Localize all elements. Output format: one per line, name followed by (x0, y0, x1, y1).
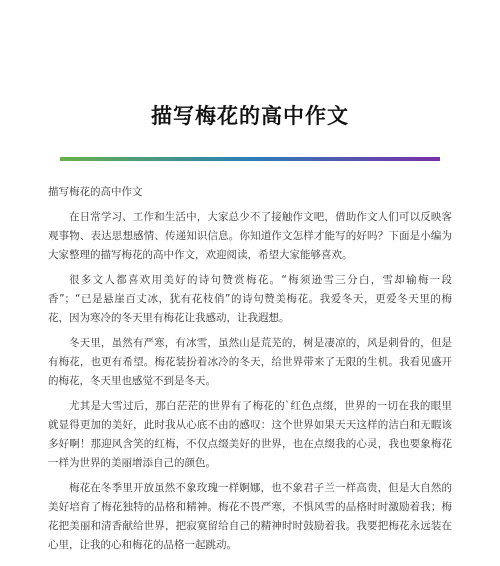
document-subtitle: 描写梅花的高中作文 (48, 186, 143, 198)
document-title: 描写梅花的高中作文 (151, 104, 349, 128)
gradient-divider (60, 157, 440, 161)
document-body (48, 183, 452, 561)
paragraph-2: 很多文人都喜欢用美好的诗句赞赏梅花。“梅须逊雪三分白，雪却输梅一段香”；“已是悬崖百丈冰，犹有花枝俏”的诗句赞美梅花。我爱冬天，更爱冬天里的梅花，因为寒冷的冬天里有梅花让我感动，让我遐想。 (48, 274, 452, 324)
paragraph-5: 梅花在冬季里开放虽然不象玫瑰一样婀娜，也不象君子兰一样高贵，但是大自然的美好培育了梅花独特的品格和精神。梅花不畏严寒，不惧风雪的品格时时激励着我；梅花把美丽和清香献给世界，把寂寞留给自己的精神时时鼓励着我。我要把梅花永远装在心里，让我的心和梅花的品格一起跳动。 (48, 482, 452, 551)
paragraph-3: 冬天里，虽然有严寒，有冰雪，虽然山是荒芜的，树是凄凉的，风是刺骨的，但是有梅花，也更有希望。梅花装扮着冰冷的冬天，给世界带来了无限的生机。我看见盛开的梅花，冬天里也感觉不到是冬天。 (48, 337, 452, 387)
paragraph-4: 尤其是大雪过后，那白茫茫的世界有了梅花的`红色点缀，世界的一切在我的眼里就显得更加的美好，此时我从心底不由的感叹：这个世界如果天天这样的洁白和无暇该多好啊！那迎风含笑的红梅，不仅点缀美好的世界，也在点缀我的心灵，我也要象梅花一样为世界的美丽增添自己的颜色。 (48, 400, 452, 469)
paragraph-1: 在日常学习、工作和生活中，大家总少不了接触作文吧，借助作文人们可以反映客观事物、表达思想感情、传递知识信息。你知道作文怎样才能写的好吗？下面是小编为大家整理的描写梅花的高中作文，欢迎阅读，希望大家能够喜欢。 (48, 211, 452, 261)
